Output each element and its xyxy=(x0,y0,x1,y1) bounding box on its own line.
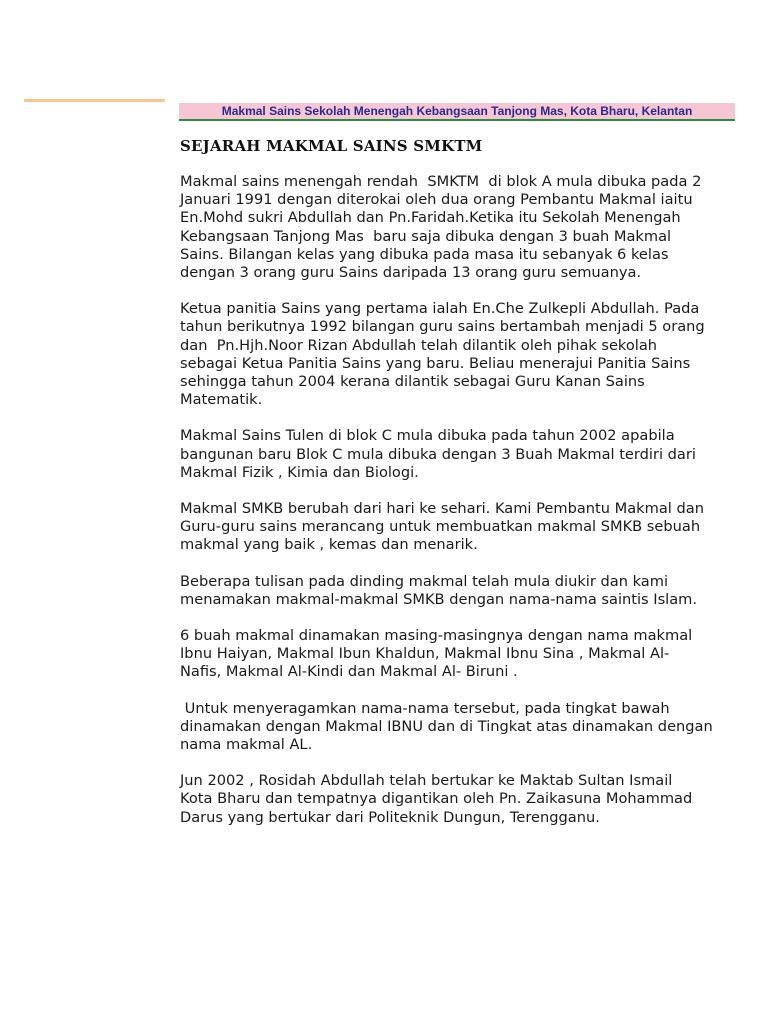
paragraph: Makmal SMKB berubah dari hari ke sehari. Kami Pembantu Makmal dan Guru-guru sains merancang untuk membuatkan makmal SMKB sebuah makmal yang baik , kemas dan menarik. xyxy=(180,500,704,554)
paragraph: 6 buah makmal dinamakan masing-masingnya dengan nama makmal Ibnu Haiyan, Makmal Ibun Khaldun, Makmal Ibnu Sina , Makmal Al- Nafis, Makmal Al-Kindi dan Makmal Al- Biruni . xyxy=(180,627,693,681)
left-divider xyxy=(24,99,165,102)
paragraph: Beberapa tulisan pada dinding makmal telah mula diukir dan kami menamakan makmal-makmal SMKB dengan nama-nama saintis Islam. xyxy=(180,572,698,608)
paragraph: Untuk menyeragamkan nama-nama tersebut, pada tingkat bawah dinamakan dengan Makmal IBNU dan di Tingkat atas dinamakan dengan nama makmal AL. xyxy=(180,699,713,754)
paragraph: Jun 2002 , Rosidah Abdullah telah bertukar ke Maktab Sultan Ismail Kota Bharu dan tempatnya digantikan oleh Pn. Zaikasuna Mohammad Darus yang bertukar dari Politeknik Dungun, Terengganu. xyxy=(180,772,693,826)
paragraph: Makmal sains menengah rendah SMKTM di blok A mula dibuka pada 2 Januari 1991 dengan diterokai oleh dua orang Pembantu Makmal iaitu En.Mohd sukri Abdullah dan Pn.Faridah.Ketika itu Sekolah Menengah Kebangsaan Tanjong Mas baru saja dibuka dengan 3 buah Makmal Sains. Bilangan kelas yang dibuka pada masa itu sebanyak 6 kelas dengan 3 orang guru Sains daripada 13 orang guru semuanya. xyxy=(180,173,702,282)
header-banner xyxy=(179,103,735,121)
article-heading: SEJARAH MAKMAL SAINS SMKTM xyxy=(180,137,483,155)
paragraph: Ketua panitia Sains yang pertama ialah En.Che Zulkepli Abdullah. Pada tahun berikutnya 1992 bilangan guru sains bertambah menjadi 5 orang dan Pn.Hjh.Noor Rizan Abdullah telah dilantik oleh pihak sekolah sebagai Ketua Panitia Sains yang baru. Beliau menerajui Panitia Sains sehingga tahun 2004 kerana dilantik sebagai Guru Kanan Sains Matematik. xyxy=(180,300,705,409)
paragraph: Makmal Sains Tulen di blok C mula dibuka pada tahun 2002 apabila bangunan baru Blok C mula dibuka dengan 3 Buah Makmal terdiri dari Makmal Fizik , Kimia dan Biologi. xyxy=(180,427,696,481)
banner-title: Makmal Sains Sekolah Menengah Kebangsaan Tanjong Mas, Kota Bharu, Kelantan xyxy=(221,104,693,118)
article xyxy=(180,136,740,845)
